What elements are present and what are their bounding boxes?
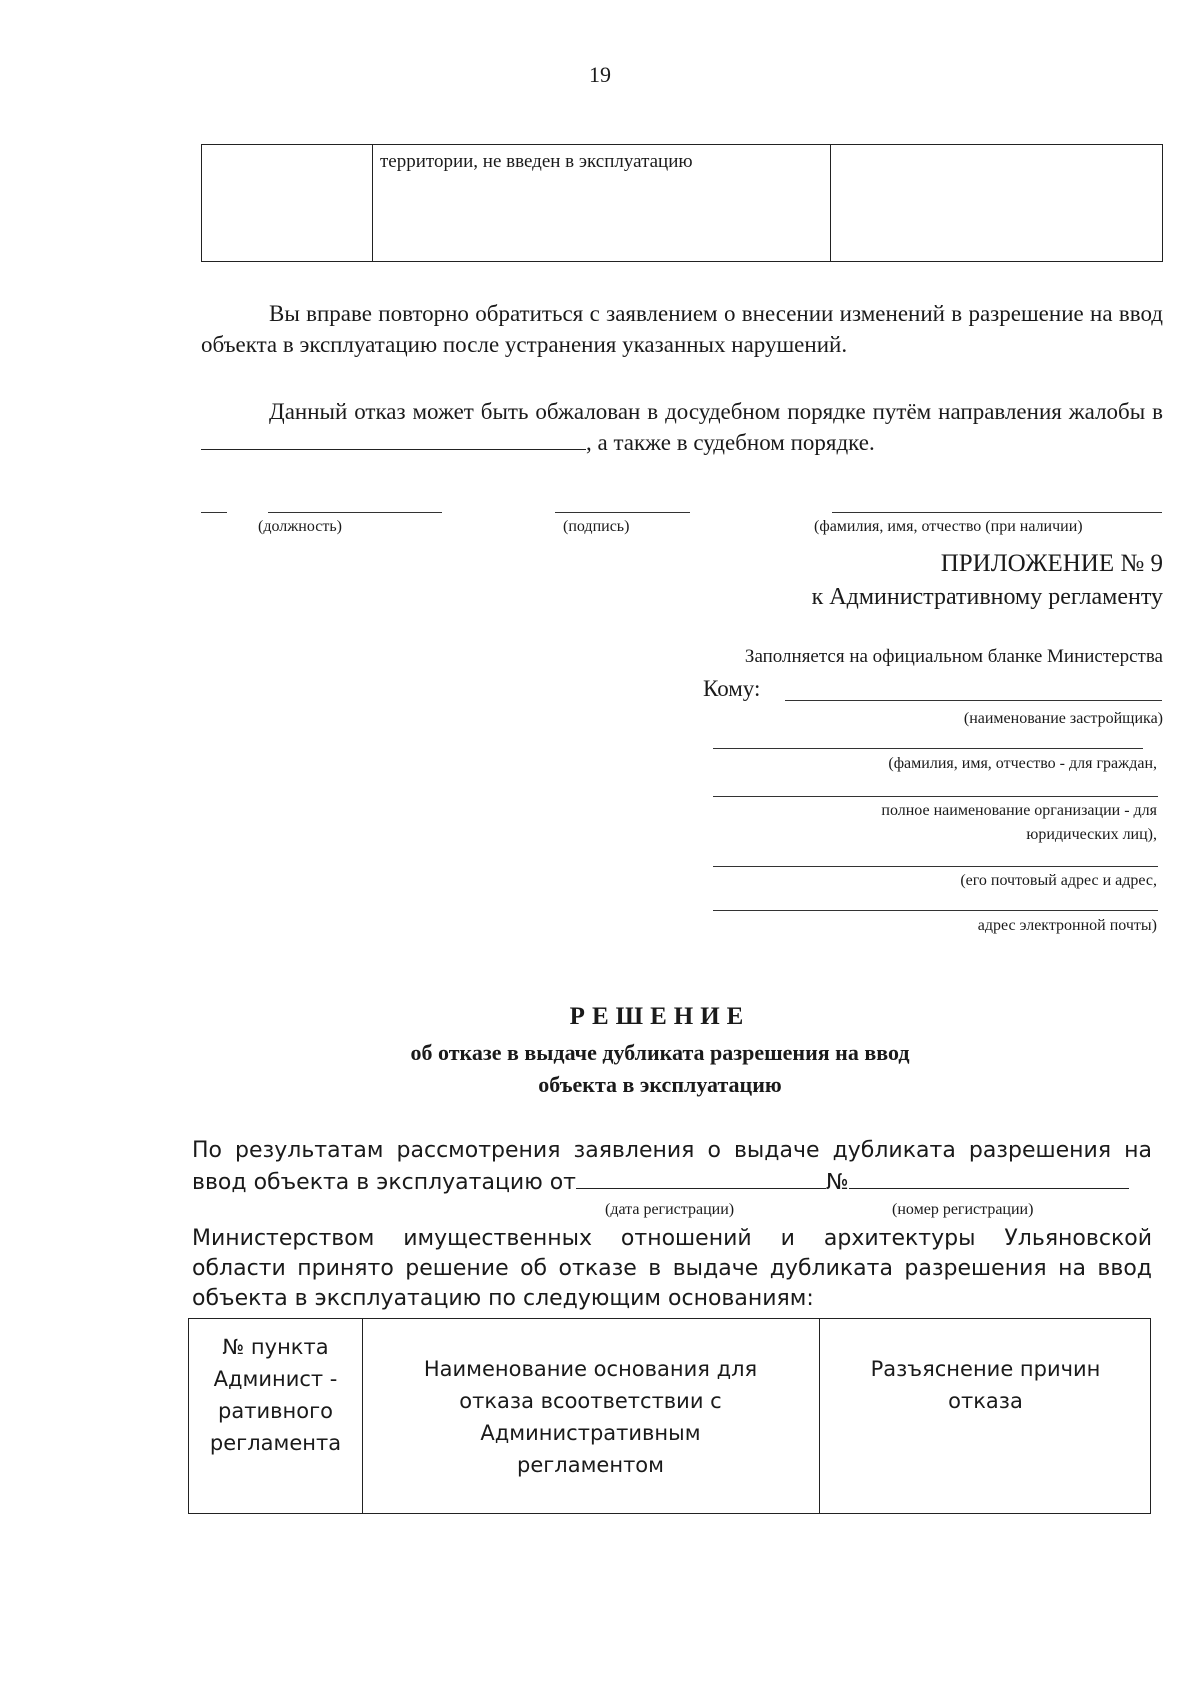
table-cell-text: территории, не введен в эксплуатацию: [380, 151, 693, 172]
paragraph-reapply: [201, 298, 1163, 360]
date-hint: (дата регистрации): [605, 1201, 735, 1218]
recipient-line: [713, 910, 1158, 911]
header-line: отказа: [948, 1389, 1023, 1413]
recipient-line: [713, 796, 1158, 797]
recipient-hint-developer: (наименование застройщика): [963, 710, 1163, 727]
date-blank-line: [576, 1166, 826, 1189]
decision-subtitle-line1: об отказе в выдаче дубликата разрешения на ввод: [410, 1040, 910, 1065]
body-line-3: Министерством имущественных отношений и архитектуры Ульяновской: [192, 1226, 1152, 1251]
position-label: (должность): [258, 518, 342, 535]
number-blank-line: [849, 1166, 1129, 1189]
recipient-label: Кому:: [703, 676, 761, 701]
body-line-2-text: ввод объекта в эксплуатацию от: [192, 1170, 577, 1195]
appendix-title: ПРИЛОЖЕНИЕ № 9: [940, 550, 1163, 577]
header-line: № пункта: [222, 1335, 329, 1359]
header-line: регламента: [209, 1431, 342, 1455]
body-line-4: области принято решение об отказе в выдаче дубликата разрешения на ввод: [192, 1256, 1152, 1281]
header-line: Разъяснение причин: [870, 1357, 1101, 1381]
table-divider: [830, 145, 831, 261]
fill-note: Заполняется на официальном бланке Министерства: [744, 646, 1163, 667]
body-line-5: объекта в эксплуатацию по следующим основаниям:: [192, 1286, 814, 1311]
page-number: 19: [589, 62, 611, 87]
header-line: ративного: [218, 1399, 333, 1423]
paragraph-reapply-text: Вы вправе повторно обратиться с заявлением о внесении изменений в разрешение на ввод объекта в эксплуатацию после устранения указанных нарушений.: [201, 301, 1163, 357]
recipient-line: [713, 748, 1143, 749]
body-line-2: [192, 1166, 1129, 1198]
column-header-clause: [189, 1331, 362, 1459]
paragraph-appeal-before: Данный отказ может быть обжалован в досудебном порядке путём направления жалобы в: [269, 399, 1163, 424]
recipient-hint-org: полное наименование организации - для: [881, 802, 1157, 819]
appendix-subtitle: к Административному регламенту: [811, 584, 1163, 610]
number-hint: (номер регистрации): [892, 1201, 1034, 1218]
recipient-hint-address: (его почтовый адрес и адрес,: [960, 872, 1157, 889]
decision-title: РЕШЕНИЕ: [569, 1003, 751, 1030]
recipient-hint-citizen: (фамилия, имя, отчество - для граждан,: [888, 755, 1157, 772]
header-line: регламентом: [517, 1453, 664, 1477]
header-line: отказа всоответствии с: [459, 1389, 722, 1413]
signature-line: [832, 512, 1162, 513]
column-header-ground: [362, 1353, 819, 1481]
top-table: [201, 144, 1163, 262]
paragraph-appeal: [201, 396, 1163, 458]
number-sign: №: [826, 1170, 849, 1195]
recipient-hint-legal: юридических лиц),: [1026, 826, 1157, 843]
column-header-explanation: [819, 1353, 1152, 1417]
decision-subtitle-line2: объекта в эксплуатацию: [538, 1072, 782, 1097]
name-label: (фамилия, имя, отчество (при наличии): [814, 518, 1083, 535]
grounds-table: [188, 1318, 1151, 1514]
header-line: Админист -: [213, 1367, 338, 1391]
recipient-line: [785, 700, 1162, 701]
signature-label: (подпись): [563, 518, 630, 535]
table-divider: [372, 145, 373, 261]
body-line-1: По результатам рассмотрения заявления о выдаче дубликата разрешения на: [192, 1138, 1152, 1163]
header-line: Наименование основания для: [423, 1357, 758, 1381]
signature-line: [268, 512, 442, 513]
signature-line: [201, 512, 227, 513]
recipient-hint-email: адрес электронной почты): [977, 917, 1157, 934]
header-line: Административным: [480, 1421, 701, 1445]
signature-line: [555, 512, 690, 513]
recipient-line: [713, 866, 1158, 867]
paragraph-appeal-after: , а также в судебном порядке.: [586, 430, 875, 455]
appeal-blank-line: [201, 427, 586, 450]
